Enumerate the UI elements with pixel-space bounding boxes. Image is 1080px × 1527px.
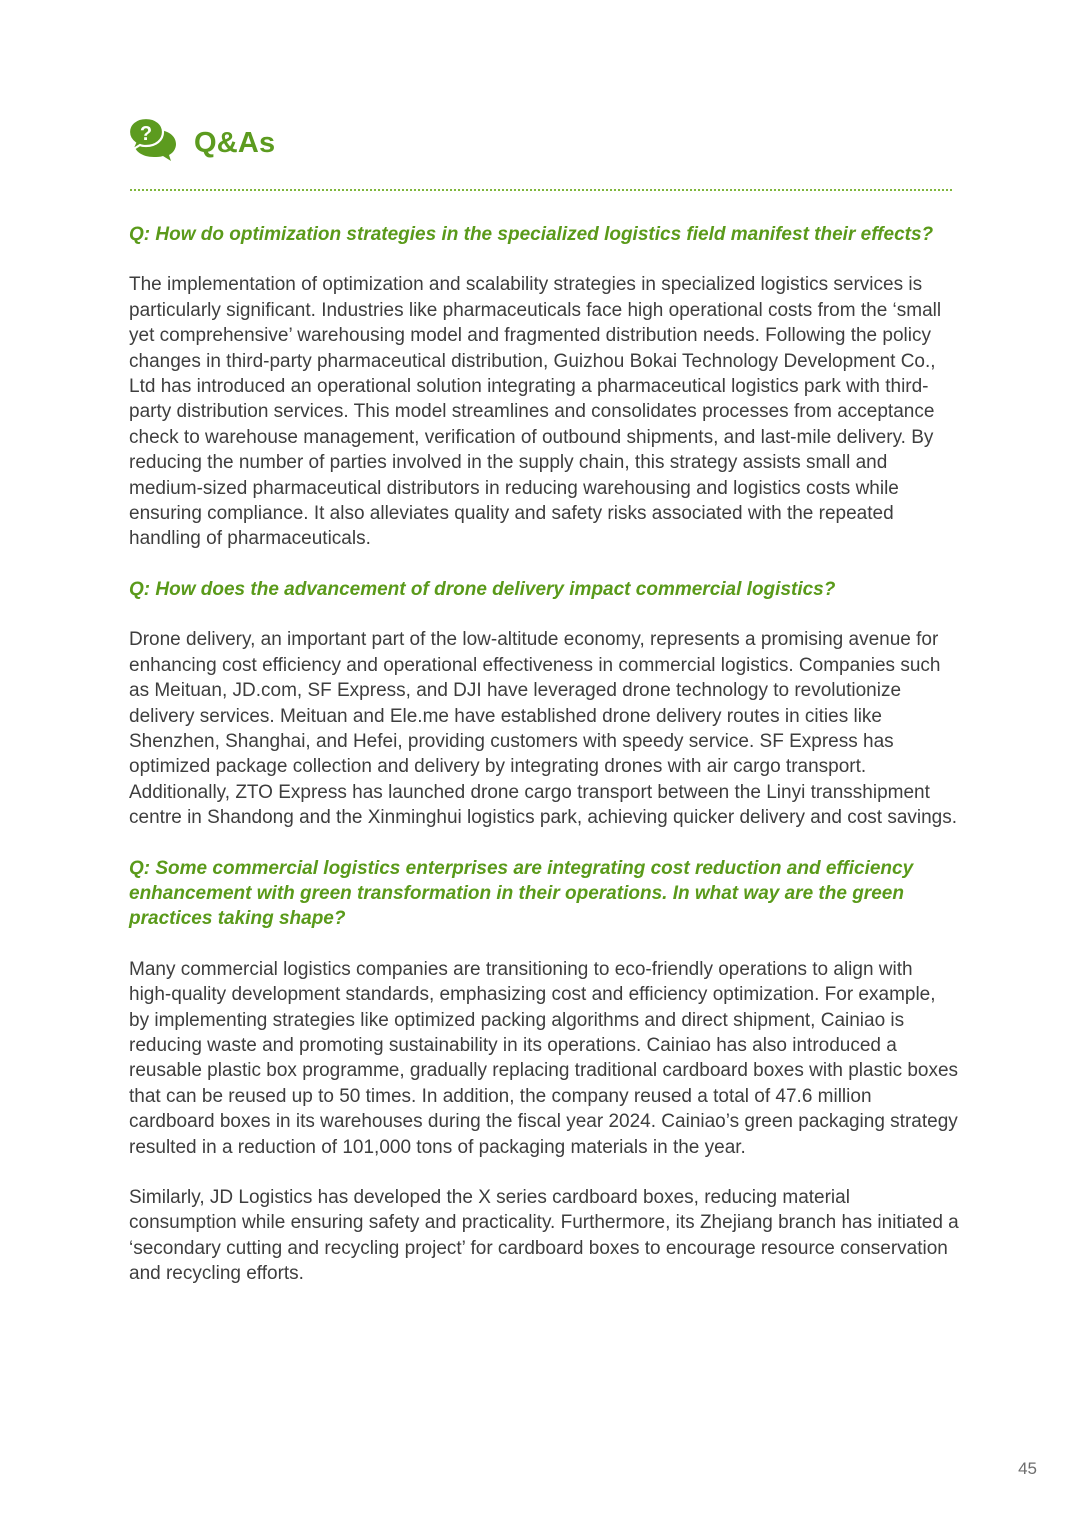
section-header: [128, 114, 958, 164]
question-chat-bubble-icon: [128, 116, 178, 162]
qa-item: [129, 577, 959, 831]
question-text: Q: How do optimization strategies in the specialized logistics field manifest their effects?: [129, 224, 934, 245]
answer-paragraph: Drone delivery, an important part of the low-altitude economy, represents a promising avenue for enhancing cost efficiency and operational effectiveness in commercial logistics. Companies such as Meituan, JD.com, SF Express, and DJI have leveraged drone technology to revolutionize delivery services. Meituan and Ele.me have established drone delivery routes in cities like Shenzhen, Shanghai, and Hefei, providing customers with speedy service. SF Express has optimized package collection and delivery by integrating drones with air cargo transport. Additionally, ZTO Express has launched drone cargo transport between the Linyi transshipment centre in Shandong and the Xinminghui logistics park, achieving quicker delivery and cost savings.: [129, 629, 958, 829]
answer-paragraph: Many commercial logistics companies are transitioning to eco-friendly operations to align with high-quality development standards, emphasizing cost and efficiency optimization. For example, by implementing strategies like optimized packing algorithms and direct shipment, Cainiao is reducing waste and promoting sustainability in its operations. Cainiao has also introduced a reusable plastic box programme, gradually replacing traditional cardboard boxes with plastic boxes that can be reused up to 50 times. In addition, the company reused a total of 47.6 million cardboard boxes in its warehouses during the fiscal year 2024. Cainiao’s green packaging strategy resulted in a reduction of 101,000 tons of packaging materials in the year.: [129, 958, 959, 1158]
answer-paragraph: The implementation of optimization and scalability strategies in specialized logistics services is particularly significant. Industries like pharmaceuticals face high operational costs from the ‘small yet comprehensive’ warehousing model and fragmented distribution needs. Following the policy changes in third-party pharmaceutical distribution, Guizhou Bokai Technology Development Co., Ltd has introduced an operational solution integrating a pharmaceutical logistics park with third-party distribution services. This model streamlines and consolidates processes from acceptance check to warehouse management, verification of outbound shipments, and last-mile delivery. By reducing the number of parties involved in the supply chain, this strategy assists small and medium-sized pharmaceutical distributors in reducing warehousing and logistics costs while ensuring compliance. It also alleviates quality and safety risks associated with the repeated handling of pharmaceuticals.: [129, 274, 942, 550]
question-text: Q: Some commercial logistics enterprises are integrating cost reduction and efficiency enhancement with green transformation in their operations. In what way are the green practices taking shape?: [129, 857, 914, 930]
svg-text:?: ?: [139, 123, 153, 145]
qa-item: [129, 856, 959, 1287]
qa-content: [129, 222, 959, 1312]
qa-item: [129, 222, 959, 552]
page-number: 45: [1018, 1459, 1037, 1478]
question-text: Q: How does the advancement of drone delivery impact commercial logistics?: [129, 578, 836, 600]
dotted-divider: [130, 189, 952, 191]
answer-paragraph: Similarly, JD Logistics has developed the X series cardboard boxes, reducing material consumption while ensuring safety and practicality. Furthermore, its Zhejiang branch has initiated a ‘secondary cutting and recycling project’ for cardboard boxes to encourage resource conservation and recycling efforts.: [129, 1187, 959, 1285]
page-title: Q&As: [194, 126, 276, 159]
